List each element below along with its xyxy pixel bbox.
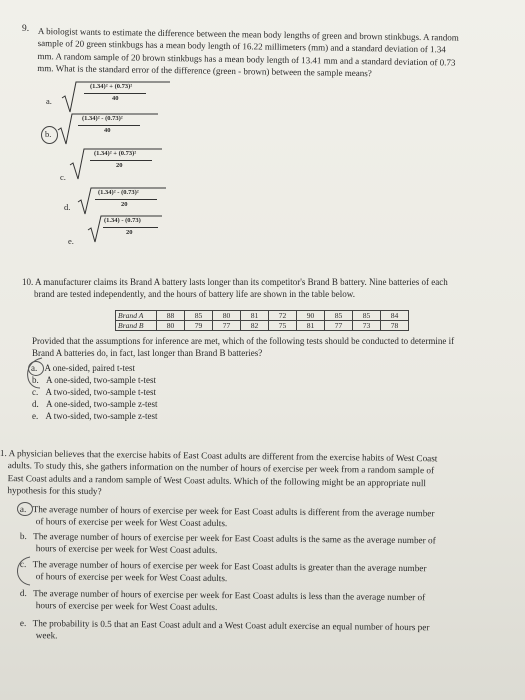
q9-choice-c-numerator: (1.34)² + (0.73)²: [94, 150, 137, 157]
table-row-label: Brand B: [116, 321, 157, 331]
q11-choice-e[interactable]: [20, 617, 430, 645]
question-11-line: adults. To study this, she gathers information on the number of hours of exercise per week from a random sample of: [7, 460, 435, 476]
table-cell: 82: [241, 321, 269, 331]
q10-choice-c-text: A two-sided, two-sample t-test: [45, 387, 156, 397]
q11-choice-a[interactable]: [20, 503, 435, 531]
question-9-stem: [37, 25, 459, 81]
table-cell: 80: [213, 311, 241, 321]
question-9-line: A biologist wants to estimate the difference between the mean body lengths of green and brown stinkbugs. A random: [37, 25, 459, 43]
q11-choice-b[interactable]: [20, 530, 436, 558]
q11-choice-b-text: The average number of hours of exercise per week for East Coast adults is the same as the average number of: [33, 531, 436, 546]
q9-choice-c-letter: c.: [60, 172, 66, 182]
table-row: [116, 321, 409, 331]
q10-choice-b-letter: b.: [32, 375, 39, 385]
q9-choice-e-numerator: (1.34) - (0.73): [104, 217, 141, 224]
q9-choice-c[interactable]: [70, 147, 180, 181]
q9-choice-a[interactable]: [62, 80, 172, 114]
q9-choice-d-numerator: (1.34)² - (0.73)²: [98, 189, 139, 196]
q9-choice-d-letter: d.: [64, 202, 71, 212]
question-10-number: 10.: [22, 277, 34, 287]
q11-choice-c-letter: c.: [19, 558, 27, 570]
q10-choice-a-letter: a.: [31, 363, 38, 373]
q11-choice-b-letter: b.: [19, 530, 27, 542]
q10-choice-a[interactable]: [31, 362, 135, 374]
question-10-line-text: A manufacturer claims its Brand A battery lasts longer than its competitor's Brand B battery. Nine batteries of each: [35, 277, 448, 287]
table-cell: 85: [185, 311, 213, 321]
q9-choice-b-letter: b.: [45, 129, 52, 139]
q11-choice-e-letter: e.: [19, 617, 27, 629]
q10-choice-b[interactable]: [32, 374, 156, 386]
table-cell: 81: [297, 321, 325, 331]
q10-choice-a-text: A one-sided, paired t-test: [44, 363, 135, 373]
question-10-stem: [22, 276, 448, 301]
table-cell: 72: [269, 311, 297, 321]
table-cell: 77: [325, 321, 353, 331]
q11-choice-b-text-cont: hours of exercise per week for West Coast adults.: [35, 543, 218, 556]
question-11-stem: [0, 447, 437, 502]
q9-choice-b[interactable]: [58, 112, 168, 146]
table-cell: 78: [381, 321, 409, 331]
table-cell: 81: [241, 311, 269, 321]
q9-choice-b-denominator: 40: [104, 127, 111, 134]
q11-choice-c[interactable]: [20, 558, 427, 586]
question-9-line: sample of 20 green stinkbugs has a mean body length of 16.22 millimeters (mm) and a standard deviation of 1.34: [37, 38, 446, 55]
q11-choice-c-text-cont: of hours of exercise per week for West Coast adults.: [35, 571, 228, 584]
q10-choice-d-letter: d.: [32, 399, 39, 409]
q10-choice-e-text: A two-sided, two-sample z-test: [45, 411, 158, 421]
fraction-bar: [103, 227, 158, 228]
table-cell: 79: [185, 321, 213, 331]
q10-choice-e-letter: e.: [32, 411, 39, 421]
table-cell: 73: [353, 321, 381, 331]
q10-choice-b-text: A one-sided, two-sample t-test: [46, 375, 156, 385]
fraction-bar: [90, 160, 152, 161]
q11-choice-a-letter: a.: [19, 503, 27, 515]
q11-choice-a-text-cont: of hours of exercise per week for West Coast adults.: [35, 516, 228, 529]
q9-choice-e-denominator: 20: [126, 229, 133, 236]
battery-life-table: [115, 310, 409, 331]
question-11-line-text: A physician believes that the exercise habits of East Coast adults are different from the exercise habits of West Coast: [8, 448, 438, 464]
table-cell: 85: [325, 311, 353, 321]
q10-choice-c-letter: c.: [32, 387, 39, 397]
table-cell: 84: [381, 311, 409, 321]
question-10-line: [22, 276, 448, 288]
q9-choice-a-denominator: 40: [112, 95, 119, 102]
table-cell: 80: [157, 321, 185, 331]
table-cell: 77: [213, 321, 241, 331]
table-cell: 75: [269, 321, 297, 331]
question-9-line: mm. What is the standard error of the difference (green - brown) between the sample means?: [37, 63, 372, 79]
fraction-bar: [78, 125, 140, 126]
q10-choice-c[interactable]: [32, 386, 156, 398]
question-11-line: East Coast adults and a random sample of West Coast adults. Which of the following might be an appropriate null: [7, 472, 427, 489]
q10-choice-d-text: A one-sided, two-sample z-test: [46, 399, 158, 409]
question-10-line: brand are tested independently, and the hours of battery life are shown in the table below.: [34, 289, 355, 300]
q11-choice-d-text-cont: hours of exercise per week for West Coast adults.: [35, 600, 218, 613]
fraction-bar: [95, 199, 157, 200]
q9-choice-e-letter: e.: [68, 236, 74, 246]
question-9-line: mm. A random sample of 20 brown stinkbugs has a mean body length of 13.41 mm and a standard deviation of 0.73: [37, 50, 456, 68]
q9-choice-a-letter: a.: [46, 96, 52, 106]
table-cell: 90: [297, 311, 325, 321]
q11-choice-e-text: The probability is 0.5 that an East Coast adult and a West Coast adult exercise an equal number of hours per: [32, 618, 430, 633]
table-row-label: Brand A: [116, 311, 157, 321]
q11-choice-c-text: The average number of hours of exercise per week for East Coast adults is greater than the average number: [32, 559, 427, 574]
q9-choice-a-numerator: (1.34)² + (0.73)²: [90, 83, 133, 90]
q11-choice-e-text-cont: week.: [35, 630, 58, 641]
q10-choice-d[interactable]: [32, 398, 157, 410]
question-11-number: 1.: [0, 447, 7, 459]
question-9-number: 9.: [22, 24, 30, 34]
q9-choice-d-denominator: 20: [121, 201, 128, 208]
q11-choice-d-letter: d.: [19, 587, 27, 599]
q11-choice-d-text: The average number of hours of exercise per week for East Coast adults is less than the average number of: [33, 588, 426, 603]
q9-choice-c-denominator: 20: [116, 162, 123, 169]
table-row: [116, 311, 409, 321]
question-10-prompt: [32, 335, 454, 360]
q11-choice-a-text: The average number of hours of exercise per week for East Coast adults is different from the average number: [32, 504, 435, 519]
table-cell: 88: [157, 311, 185, 321]
question-11-line: hypothesis for this study?: [7, 485, 102, 497]
q9-choice-b-numerator: (1.34)² - (0.73)²: [82, 115, 123, 122]
q11-choice-d[interactable]: [20, 587, 426, 615]
q10-choice-e[interactable]: [32, 410, 157, 422]
fraction-bar: [84, 93, 146, 94]
table-cell: 85: [353, 311, 381, 321]
q9-choice-e[interactable]: [88, 214, 178, 246]
question-10-line: Provided that the assumptions for inference are met, which of the following tests should be conducted to determine if: [32, 336, 455, 346]
question-10-line: Brand A batteries do, in fact, last longer than Brand B batteries?: [32, 348, 263, 359]
